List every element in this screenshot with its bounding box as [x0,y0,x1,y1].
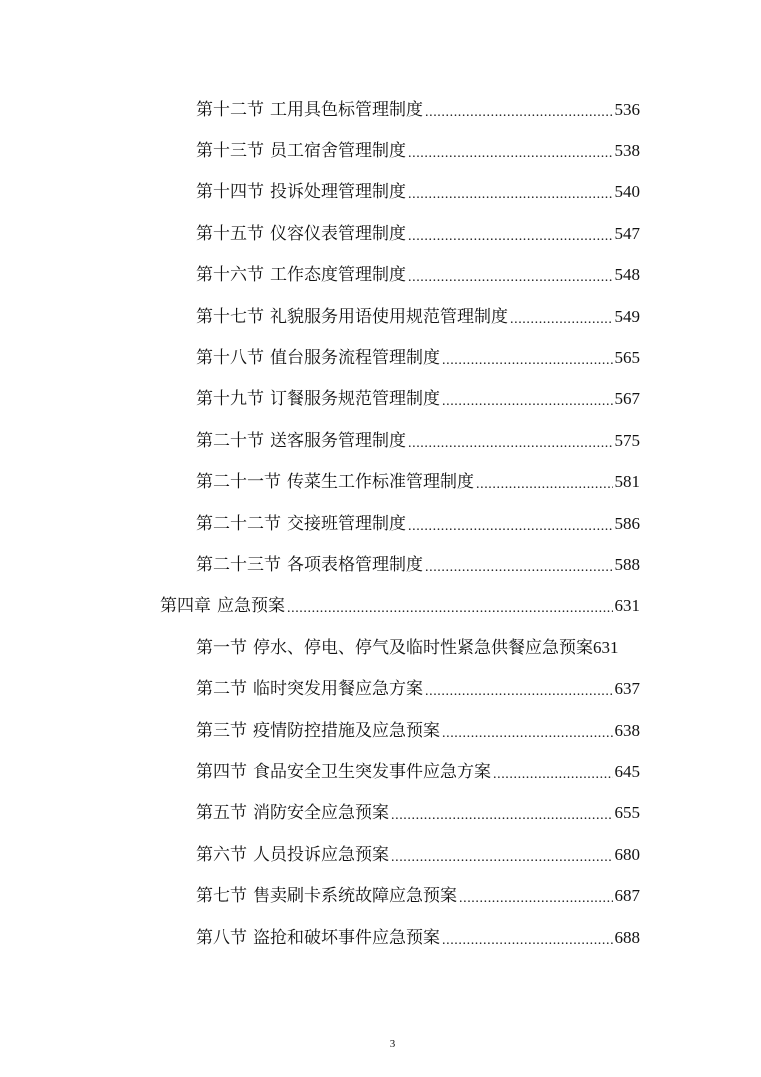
toc-entry-label: 第七节 [196,886,247,907]
toc-entry-page: 638 [614,720,640,740]
toc-leader-dots [408,181,613,203]
toc-leader-dots [442,347,613,369]
toc-entry [0,917,640,958]
toc-entry-title: 订餐服务规范管理制度 [270,389,440,410]
toc-entry-page: 655 [614,803,640,823]
toc-entry-label: 第二十节 [196,430,264,451]
toc-entry-title: 仪容仪表管理制度 [270,223,406,244]
toc-entry-page: 549 [614,306,640,326]
toc-leader-dots [476,471,613,493]
toc-entry [0,793,640,834]
toc-entry-title: 值台服务流程管理制度 [270,348,440,369]
toc-entry [0,668,640,709]
toc-leader-dots [425,554,613,576]
toc-entry [0,834,640,875]
toc-entry-title: 盗抢和破坏事件应急预案 [253,927,440,948]
toc-leader-dots [408,513,613,535]
toc-entry-label: 第六节 [196,844,247,865]
toc-entry-title: 临时突发用餐应急方案 [253,679,423,700]
toc-entry-label: 第二十三节 [196,554,281,575]
toc-entry-title: 各项表格管理制度 [287,554,423,575]
toc-entry-label: 第二节 [196,679,247,700]
toc-entry-label: 第十八节 [196,348,264,369]
toc-entry [0,627,640,668]
toc-leader-dots [287,595,613,617]
toc-entry [0,172,640,213]
toc-leader-dots [408,430,613,452]
toc-chapter-label: 第四章 [160,596,211,617]
toc-entry-page: 588 [614,554,640,574]
toc-leader-dots [510,306,613,328]
toc-chapter-title: 应急预案 [217,596,285,617]
toc-entry-label: 第十三节 [196,141,264,162]
toc-entry-page: 687 [614,886,640,906]
toc-leader-dots [442,388,613,410]
toc-entry-label: 第二十一节 [196,472,281,493]
toc-entry [0,875,640,916]
toc-leader-dots [459,885,613,907]
toc-entry-label: 第十四节 [196,182,264,203]
toc-entry-label: 第八节 [196,927,247,948]
toc-entry-page: 680 [614,844,640,864]
toc-entry-page: 548 [614,265,640,285]
toc-chapter-entry [0,586,640,627]
toc-entry [0,296,640,337]
toc-entry-label: 第十二节 [196,99,264,120]
toc-entry [0,420,640,461]
toc-entry [0,89,640,130]
toc-entry-page: 538 [614,141,640,161]
toc-entry-title: 传菜生工作标准管理制度 [287,472,474,493]
toc-entry-page: 631 [593,637,619,657]
page-number: 3 [389,1038,396,1050]
toc-entry-page: 645 [614,761,640,781]
toc-entry-page: 688 [614,927,640,947]
toc-entry-title: 投诉处理管理制度 [270,182,406,203]
toc-entry-page: 565 [614,348,640,368]
toc-leader-dots [408,223,613,245]
toc-leader-dots [408,140,613,162]
toc-entry-title: 礼貌服务用语使用规范管理制度 [270,306,508,327]
toc-leader-dots [493,761,613,783]
toc-entry-label: 第四节 [196,761,247,782]
toc-entry [0,544,640,585]
toc-entry-title: 送客服务管理制度 [270,430,406,451]
toc-entry-title: 食品安全卫生突发事件应急方案 [253,761,491,782]
toc-entry-page: 540 [614,182,640,202]
toc-entry-page: 575 [614,430,640,450]
toc-entry-title: 消防安全应急预案 [253,803,389,824]
toc-entry-page: 637 [614,679,640,699]
toc-entry [0,255,640,296]
toc-entry [0,462,640,503]
toc-entry-title: 工用具色标管理制度 [270,99,423,120]
toc-entry-page: 586 [614,513,640,533]
toc-entry-label: 第五节 [196,803,247,824]
toc-chapter-page: 631 [614,596,640,616]
toc-leader-dots [425,678,613,700]
toc-entry [0,337,640,378]
toc-entry [0,130,640,171]
toc-entry-label: 第三节 [196,720,247,741]
toc-entry-label: 第二十二节 [196,513,281,534]
toc-entry [0,213,640,254]
toc-entry-title: 售卖刷卡系统故障应急预案 [253,886,457,907]
toc-entry-label: 第十七节 [196,306,264,327]
toc-entry [0,710,640,751]
toc-entry-title: 停水、停电、停气及临时性紧急供餐应急预案 [253,637,593,658]
toc-entry-title: 人员投诉应急预案 [253,844,389,865]
toc-entry-page: 581 [614,472,640,492]
toc-leader-dots [442,927,613,949]
toc-entry-label: 第一节 [196,637,247,658]
toc-leader-dots [408,264,613,286]
toc-leader-dots [425,99,613,121]
toc-entry-title: 疫情防控措施及应急预案 [253,720,440,741]
table-of-contents [0,89,761,958]
toc-entry-label: 第十六节 [196,265,264,286]
toc-entry-label: 第十九节 [196,389,264,410]
toc-entry [0,379,640,420]
toc-entry [0,503,640,544]
toc-entry-page: 547 [614,223,640,243]
toc-leader-dots [391,802,613,824]
toc-entry-title: 交接班管理制度 [287,513,406,534]
toc-entry-title: 员工宿舍管理制度 [270,141,406,162]
toc-entry [0,751,640,792]
toc-entry-label: 第十五节 [196,223,264,244]
toc-entry-title: 工作态度管理制度 [270,265,406,286]
toc-entry-page: 536 [614,99,640,119]
toc-entry-page: 567 [614,389,640,409]
toc-leader-dots [442,720,613,742]
toc-leader-dots [391,844,613,866]
